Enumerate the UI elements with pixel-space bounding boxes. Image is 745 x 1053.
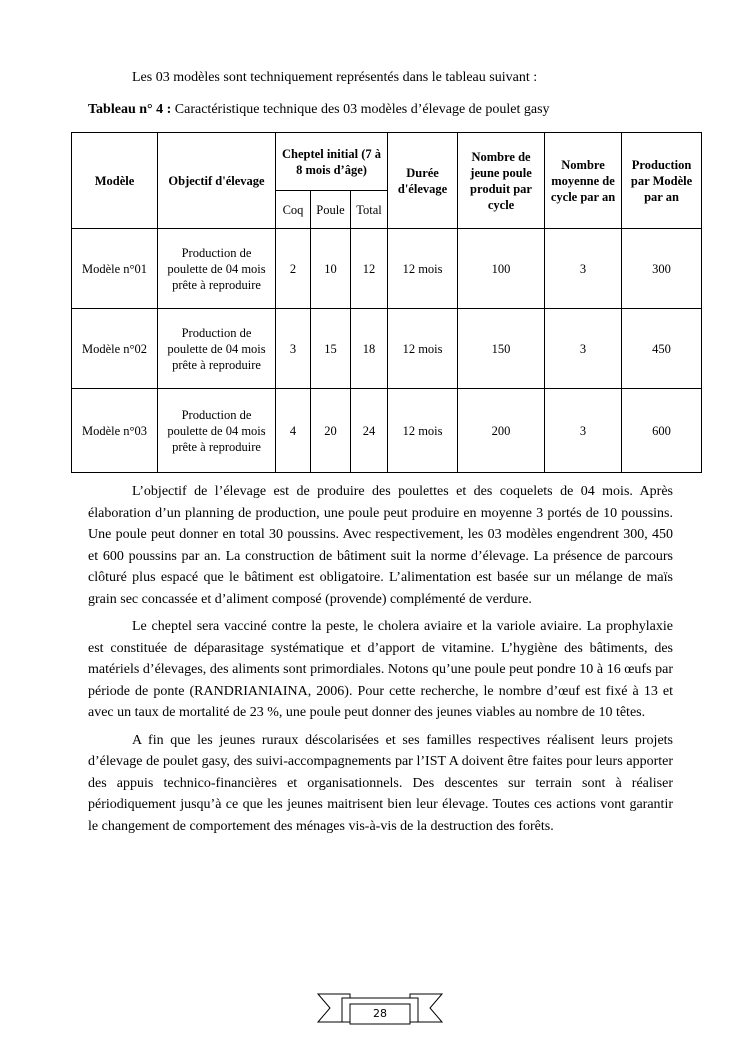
header-production: Production par Modèle par an <box>622 133 702 229</box>
cell-modele: Modèle n°01 <box>72 229 158 309</box>
cell-coq: 3 <box>276 309 311 389</box>
page-number-banner <box>316 990 444 1028</box>
header-modele: Modèle <box>72 133 158 229</box>
cell-poule: 20 <box>311 389 351 473</box>
cell-coq: 2 <box>276 229 311 309</box>
header-poule: Poule <box>311 191 351 229</box>
page-number: 28 <box>373 1007 387 1020</box>
cell-objectif: Production de poulette de 04 mois prête à reproduire <box>158 389 276 473</box>
intro-sentence: Les 03 modèles sont techniquement représentés dans le tableau suivant : <box>132 70 538 85</box>
header-objectif: Objectif d'élevage <box>158 133 276 229</box>
cell-jeune: 100 <box>458 229 545 309</box>
cell-duree: 12 mois <box>388 389 458 473</box>
header-nombre-jeune: Nombre de jeune poule produit par cycle <box>458 133 545 229</box>
paragraph-accompagnement: A fin que les jeunes ruraux déscolarisées et ses familles respectives réalisent leurs projets d’élevage de poulet gasy, des suivi-accompagnements par l’IST A doivent être faites pour leurs apporter des appuis technico-financières et organisationnels. Des descentes sur terrain sont à réaliser périodiquement jusqu’à ce que les jeunes maitrisent bien leur élevage. Toutes ces actions vont garantir le changement de comportement des ménages vis-à-vis de la destruction des forêts. <box>88 732 673 834</box>
cell-duree: 12 mois <box>388 309 458 389</box>
header-duree: Durée d'élevage <box>388 133 458 229</box>
body-text <box>88 481 673 843</box>
header-cheptel: Cheptel initial (7 à 8 mois d’âge) <box>276 133 388 191</box>
cell-production: 450 <box>622 309 702 389</box>
cell-modele: Modèle n°03 <box>72 389 158 473</box>
table-row <box>72 229 702 309</box>
cell-total: 12 <box>351 229 388 309</box>
cell-jeune: 200 <box>458 389 545 473</box>
paragraph-cheptel: Le cheptel sera vacciné contre la peste, le cholera aviaire et la variole aviaire. La prophylaxie est constituée de déparasitage systématique et d’apport de vitamine. L’hygiène des bâtiments, des matériels d’élevages, des aliments sont primordiales. Notons qu’une poule peut pondre 10 à 16 œufs par période de ponte (RANDRIANIAINA, 2006). Pour cette recherche, le nombre d’œuf est fixé à 13 et avec un taux de mortalité de 23 %, une poule peut donner des jeunes viables au nombre de 10 têtes. <box>88 619 673 720</box>
cell-cycle: 3 <box>545 309 622 389</box>
characteristics-table <box>71 132 702 473</box>
table-row <box>72 309 702 389</box>
cell-duree: 12 mois <box>388 229 458 309</box>
table-row <box>72 389 702 473</box>
table-caption-label: Tableau n° 4 : <box>88 102 172 117</box>
cell-poule: 10 <box>311 229 351 309</box>
table-caption-text: Caractéristique technique des 03 modèles d’élevage de poulet gasy <box>171 102 550 117</box>
header-total: Total <box>351 191 388 229</box>
table-caption <box>88 102 688 118</box>
cell-modele: Modèle n°02 <box>72 309 158 389</box>
cell-jeune: 150 <box>458 309 545 389</box>
cell-objectif: Production de poulette de 04 mois prête à reproduire <box>158 229 276 309</box>
cell-production: 600 <box>622 389 702 473</box>
header-nombre-cycle: Nombre moyenne de cycle par an <box>545 133 622 229</box>
paragraph-objectif: L’objectif de l’élevage est de produire des poulettes et des coquelets de 04 mois. Après élaboration d’un planning de production, une poule peut produire en moyenne 3 portés de 10 poussins. Une poule peut donner en total 30 poussins. Avec respectivement, les 03 modèles engendrent 300, 450 et 600 poussins par an. La construction de bâtiment suit la norme d’élevage. La présence de parcours clôturé plus espacé que le bâtiment est obligatoire. L’alimentation est basée sur un mélange de maïs grain sec concassée et d’aliment composé (provende) complémenté de verdure. <box>88 484 673 607</box>
cell-coq: 4 <box>276 389 311 473</box>
cell-cycle: 3 <box>545 229 622 309</box>
cell-cycle: 3 <box>545 389 622 473</box>
header-coq: Coq <box>276 191 311 229</box>
cell-total: 18 <box>351 309 388 389</box>
cell-production: 300 <box>622 229 702 309</box>
cell-objectif: Production de poulette de 04 mois prête à reproduire <box>158 309 276 389</box>
cell-poule: 15 <box>311 309 351 389</box>
cell-total: 24 <box>351 389 388 473</box>
